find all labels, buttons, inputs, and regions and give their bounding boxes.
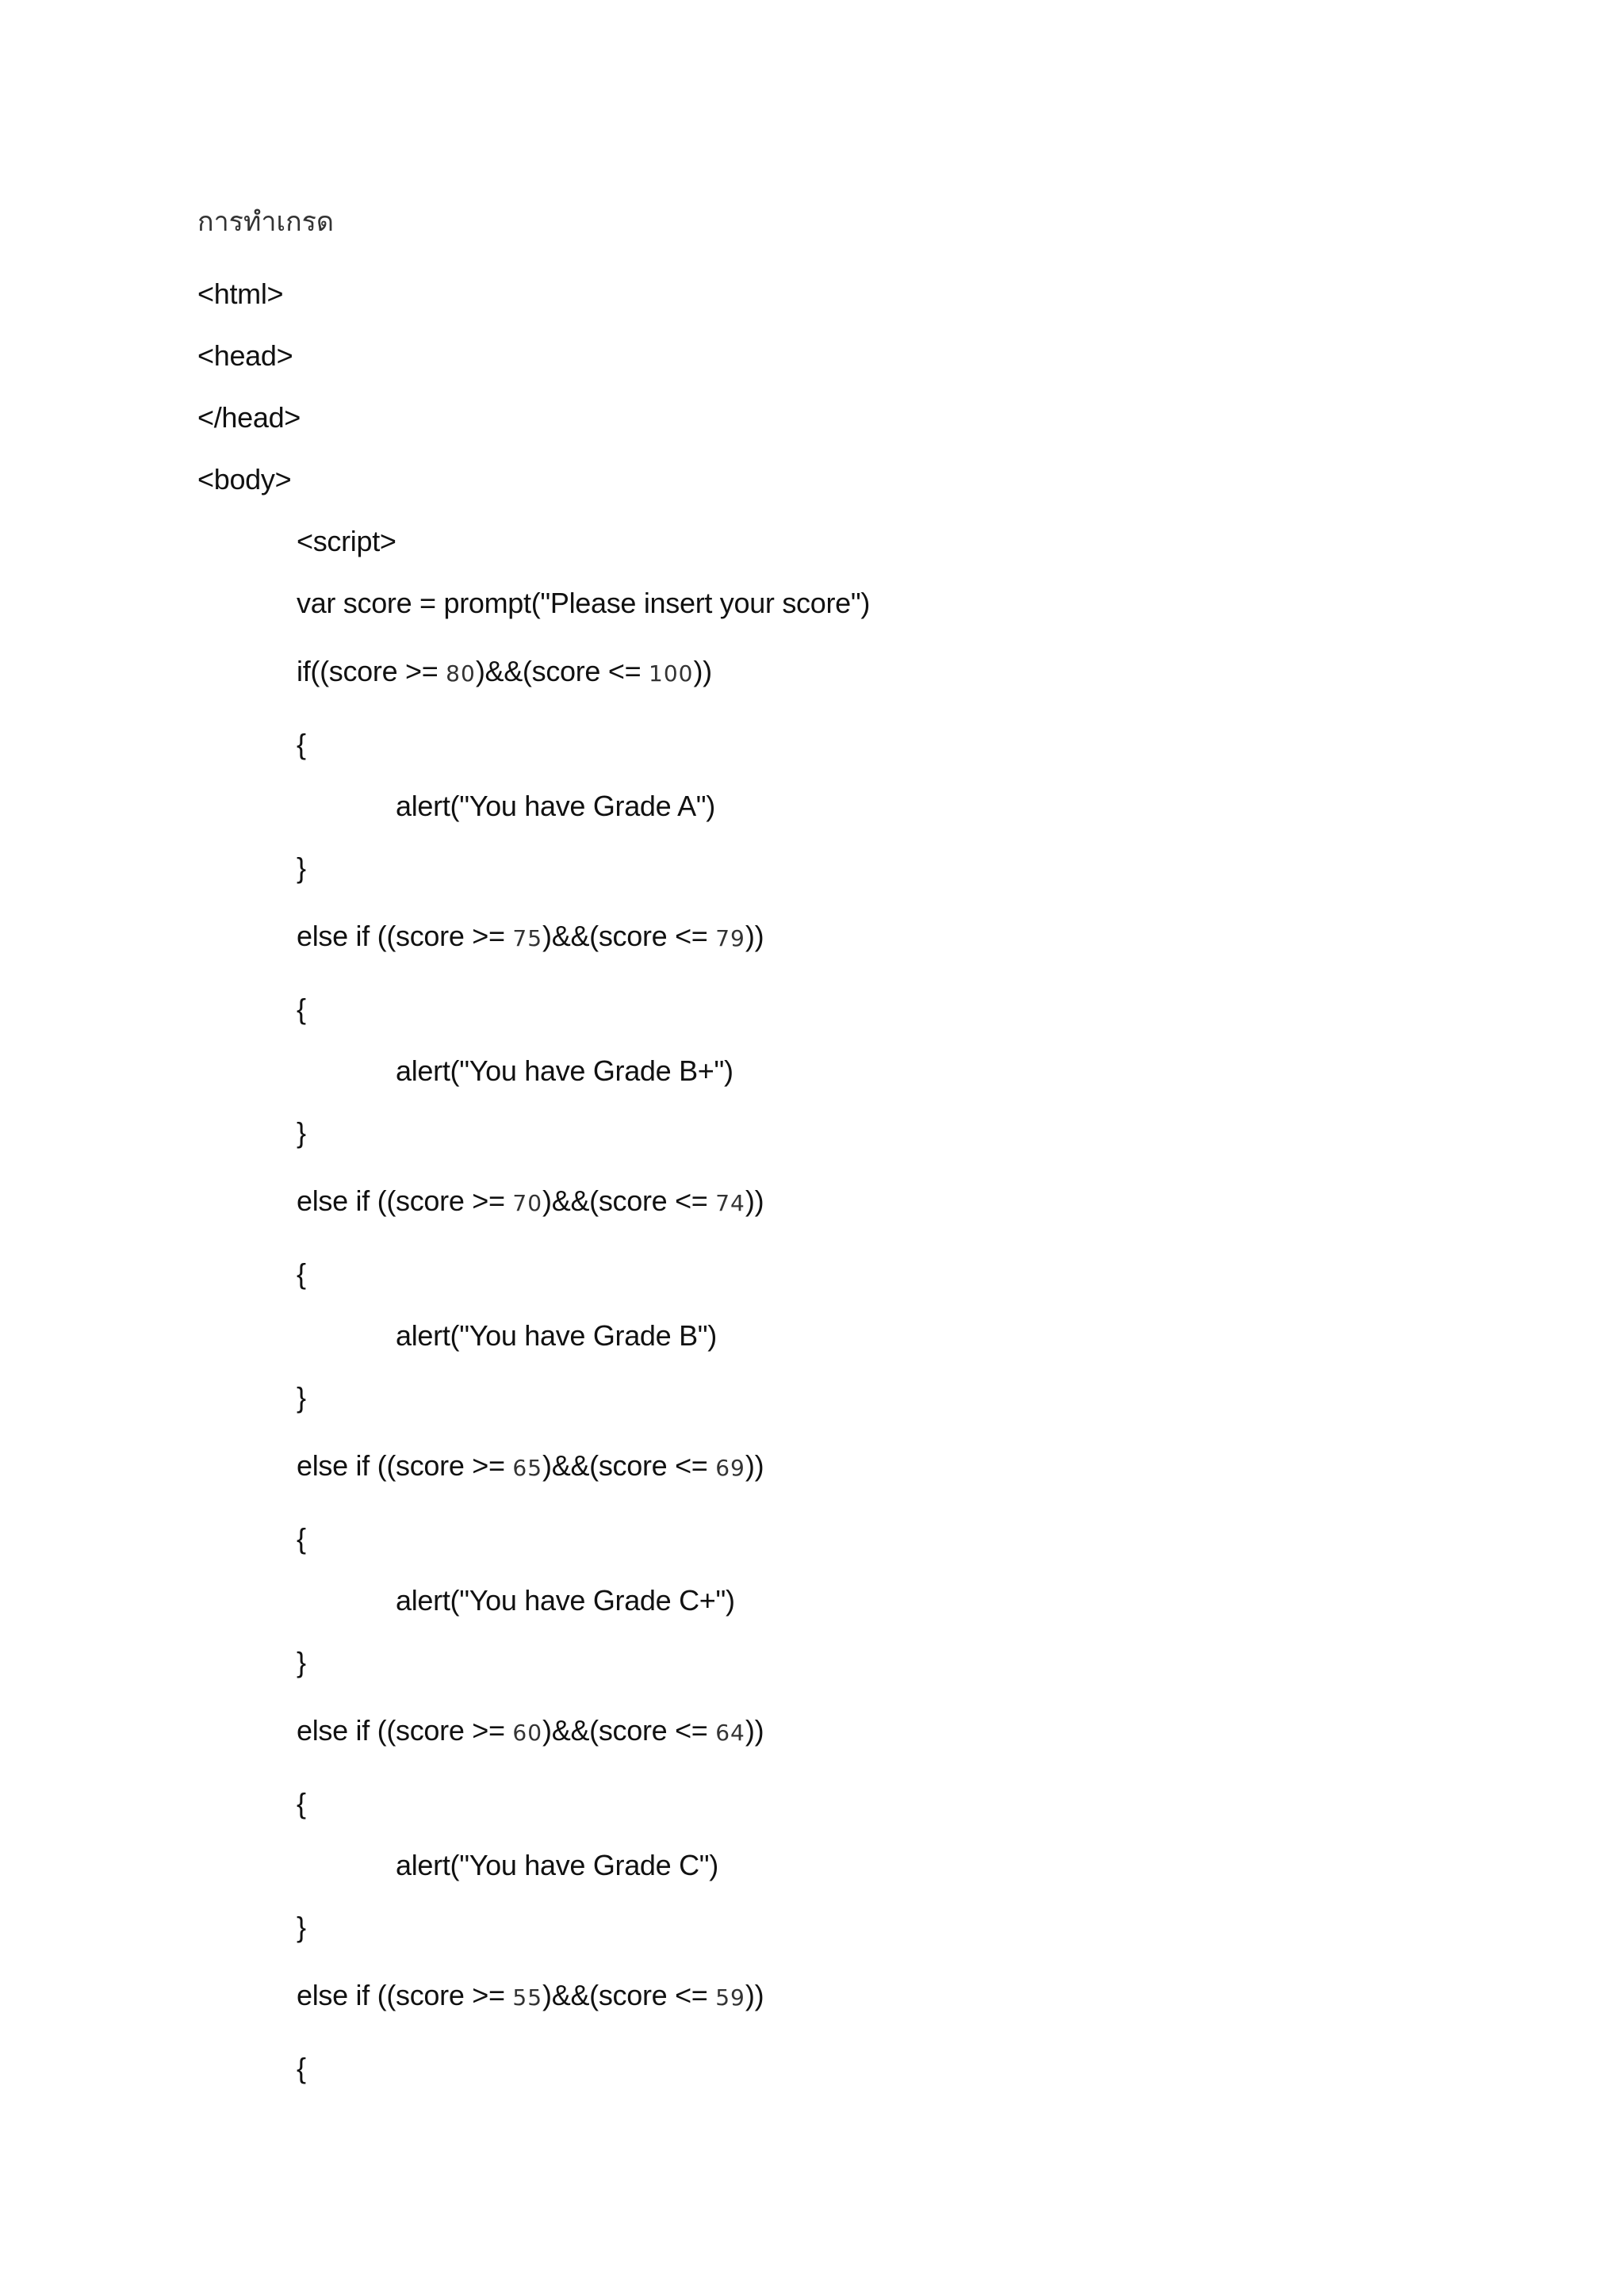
code-line-close-brace: }	[297, 1911, 306, 1943]
code-line-else-if-c	[297, 1713, 764, 1751]
code-line-open-brace: {	[297, 993, 306, 1025]
code-line-close-brace: }	[297, 1116, 306, 1149]
code-text: ))	[745, 1184, 764, 1217]
code-text: )&&(score <=	[542, 1184, 716, 1217]
code-number: 70	[512, 1190, 543, 1216]
code-line-alert-c: alert("You have Grade C")	[396, 1849, 718, 1881]
document-title: การทำเกรด	[197, 206, 334, 238]
code-line-open-brace: {	[297, 2052, 306, 2084]
code-text: if((score >=	[297, 655, 446, 687]
code-line-else-if-d-plus	[297, 1978, 764, 2015]
code-text: else if ((score >=	[297, 920, 513, 952]
code-number: 75	[512, 925, 543, 951]
code-text: )&&(score <=	[542, 920, 716, 952]
code-number: 65	[512, 1455, 543, 1481]
code-line-alert-a: alert("You have Grade A")	[396, 790, 715, 822]
code-line-close-brace: }	[297, 1646, 306, 1678]
code-number: 69	[715, 1455, 745, 1481]
code-text: ))	[745, 1979, 764, 2011]
code-number: 79	[715, 925, 745, 951]
code-text: else if ((score >=	[297, 1979, 513, 2011]
code-text: ))	[745, 1449, 764, 1482]
code-text: ))	[693, 655, 712, 687]
code-number: 80	[446, 660, 476, 687]
code-line-alert-b: alert("You have Grade B")	[396, 1319, 717, 1352]
code-number: 60	[512, 1720, 543, 1746]
code-line-head-close: </head>	[197, 401, 301, 434]
code-text: )&&(score <=	[542, 1714, 716, 1747]
code-number: 64	[715, 1720, 745, 1746]
code-line-close-brace: }	[297, 1381, 306, 1414]
code-text: else if ((score >=	[297, 1714, 513, 1747]
code-line-alert-c-plus: alert("You have Grade C+")	[396, 1584, 735, 1617]
code-number: 74	[715, 1190, 745, 1216]
code-text: )&&(score <=	[475, 655, 649, 687]
code-line-open-brace: {	[297, 728, 306, 760]
code-line-else-if-b	[297, 1184, 764, 1221]
code-line-open-brace: {	[297, 1257, 306, 1290]
code-text: )&&(score <=	[542, 1449, 716, 1482]
code-text: else if ((score >=	[297, 1449, 513, 1482]
code-line-html-open: <html>	[197, 277, 284, 310]
code-line-else-if-b-plus	[297, 919, 764, 956]
code-line-close-brace: }	[297, 851, 306, 884]
code-line-else-if-c-plus	[297, 1448, 764, 1486]
code-line-head-open: <head>	[197, 339, 293, 372]
code-line-script-open: <script>	[297, 525, 396, 557]
code-text: ))	[745, 1714, 764, 1747]
code-text: ))	[745, 920, 764, 952]
code-line-if-grade-a	[297, 654, 712, 691]
code-number: 59	[715, 1984, 745, 2011]
code-line-body-open: <body>	[197, 463, 292, 496]
code-number: 55	[512, 1984, 543, 2011]
code-number: 100	[649, 660, 694, 687]
code-line-prompt: var score = prompt("Please insert your score")	[297, 587, 871, 619]
code-line-alert-b-plus: alert("You have Grade B+")	[396, 1054, 733, 1087]
code-text: )&&(score <=	[542, 1979, 716, 2011]
code-line-open-brace: {	[297, 1522, 306, 1555]
code-text: else if ((score >=	[297, 1184, 513, 1217]
code-line-open-brace: {	[297, 1787, 306, 1820]
